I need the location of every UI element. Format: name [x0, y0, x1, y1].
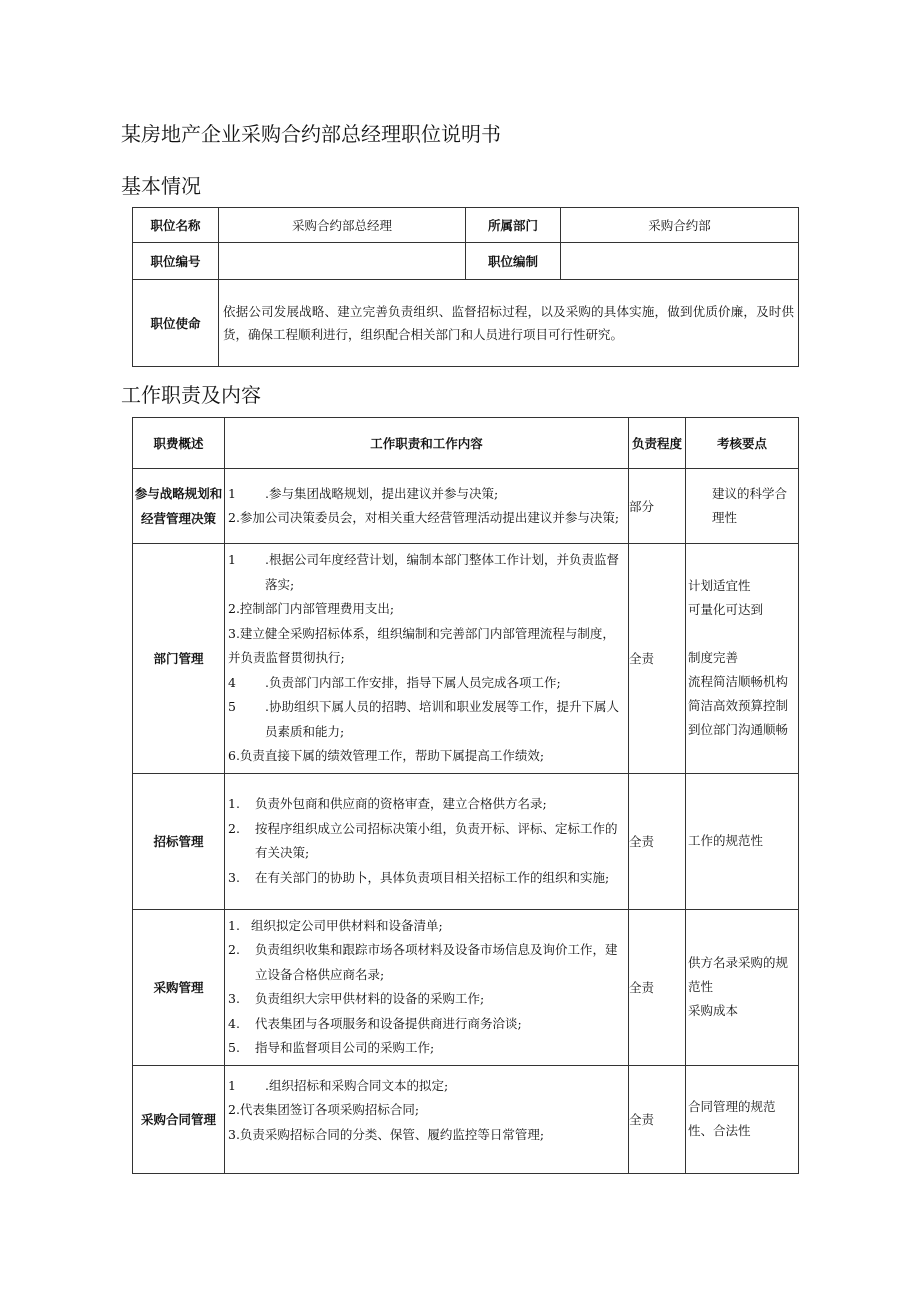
duty-degree: 全责	[629, 773, 686, 909]
duty-item: 1. 负责外包商和供应商的资格审查，建立合格供方名录;	[228, 796, 547, 811]
headcount-label: 职位编制	[466, 243, 561, 280]
duty-name: 部门管理	[133, 544, 225, 774]
duty-degree: 全责	[629, 544, 686, 774]
duty-item: 4. 代表集团与各项服务和设备提供商进行商务洽谈;	[228, 1015, 522, 1031]
duty-item: 3.负责采购招标合同的分类、保管、履约监控等日常管理;	[228, 1126, 545, 1142]
duties-table	[132, 417, 799, 1174]
headcount-value	[561, 243, 799, 280]
duty-item: 3. 在有关部门的协助卜，具体负责项目相关招标工作的组织和实施;	[228, 869, 610, 885]
duty-points: 建议的科学合理性	[686, 469, 799, 544]
duty-degree: 全责	[629, 909, 686, 1065]
header-points: 考核要点	[686, 418, 799, 469]
duty-item: 2. 按程序组织成立公司招标决策小组，负责开标、评标、定标工作的有关决策;	[228, 820, 618, 860]
position-name-value: 采购合约部总经理	[219, 208, 466, 243]
duty-points: 供方名录采购的规范性 采购成本	[686, 909, 799, 1065]
table-row	[133, 544, 799, 774]
header-content: 工作职责和工作内容	[225, 418, 629, 469]
duty-item: 2.代表集团签订各项采购招标合同;	[228, 1102, 420, 1117]
mission-text: 依据公司发展战略、建立完善负责组织、监督招标过程，以及采购的具体实施，做到优质价廉，及时供货，确保工程顺利进行，组织配合相关部门和人员进行项目可行性研究。	[219, 280, 799, 367]
header-degree: 负责程度	[629, 418, 686, 469]
duty-points: 计划适宜性 可量化可达到 制度完善 流程简洁顺畅机构简洁高效预算控制到位部门沟通顺畅	[686, 544, 799, 774]
duty-item: 4 .负责部门内部工作安排，指导下属人员完成各项工作;	[228, 674, 561, 690]
section-heading-basic: 基本情况	[121, 174, 201, 198]
duty-item: 1 .参与集团战略规划，提出建议并参与决策;	[228, 485, 499, 501]
table-row	[133, 773, 799, 909]
duty-item: 3.建立健全采购招标体系，组织编制和完善部门内部管理流程与制度，并负责监督贯彻执行;	[228, 625, 615, 665]
duty-item: 5. 指导和监督项目公司的采购工作;	[228, 1040, 435, 1055]
page-title: 某房地产企业采购合约部总经理职位说明书	[121, 122, 501, 146]
duty-item: 2. 负责组织收集和跟踪市场各项材料及设备市场信息及询价工作，建立设备合格供应商名录;	[228, 942, 618, 982]
department-value: 采购合约部	[561, 208, 799, 243]
table-row	[133, 469, 799, 544]
duty-name: 采购管理	[133, 909, 225, 1065]
duty-item: 2.控制部门内部管理费用支出;	[228, 601, 395, 616]
basic-info-table	[132, 207, 799, 367]
table-row	[133, 909, 799, 1065]
duty-degree: 部分	[629, 469, 686, 544]
position-name-label: 职位名称	[133, 208, 219, 243]
section-heading-duties: 工作职责及内容	[121, 383, 261, 407]
table-row	[133, 1065, 799, 1173]
position-no-value	[219, 243, 466, 280]
duty-points: 工作的规范性	[686, 773, 799, 909]
duty-item: 2.参加公司决策委员会，对相关重大经营管理活动提出建议并参与决策;	[228, 510, 620, 525]
header-overview: 职费概述	[133, 418, 225, 469]
duty-name: 招标管理	[133, 773, 225, 909]
duty-item: 6.负责直接下属的绩效管理工作，帮助下属提高工作绩效;	[228, 748, 545, 763]
duty-item: 3. 负责组织大宗甲供材料的设备的采购工作;	[228, 991, 485, 1006]
position-no-label: 职位编号	[133, 243, 219, 280]
duty-item: 1 .组织招标和采购合同文本的拟定;	[228, 1077, 449, 1093]
department-label: 所属部门	[466, 208, 561, 243]
duty-points: 合同管理的规范性、合法性	[686, 1065, 799, 1173]
duty-degree: 全责	[629, 1065, 686, 1173]
duty-name: 参与战略规划和经营管理决策	[133, 469, 225, 544]
duty-item: 1. 组织拟定公司甲供材料和设备清单;	[228, 917, 443, 933]
mission-label: 职位使命	[133, 280, 219, 367]
duty-item: 5 .协助组织下属人员的招聘、培训和职业发展等工作，提升下属人员素质和能力;	[228, 699, 619, 739]
duty-name: 采购合同管理	[133, 1065, 225, 1173]
duty-item: 1 .根据公司年度经营计划，编制本部门整体工作计划，并负责监督落实;	[228, 552, 619, 592]
